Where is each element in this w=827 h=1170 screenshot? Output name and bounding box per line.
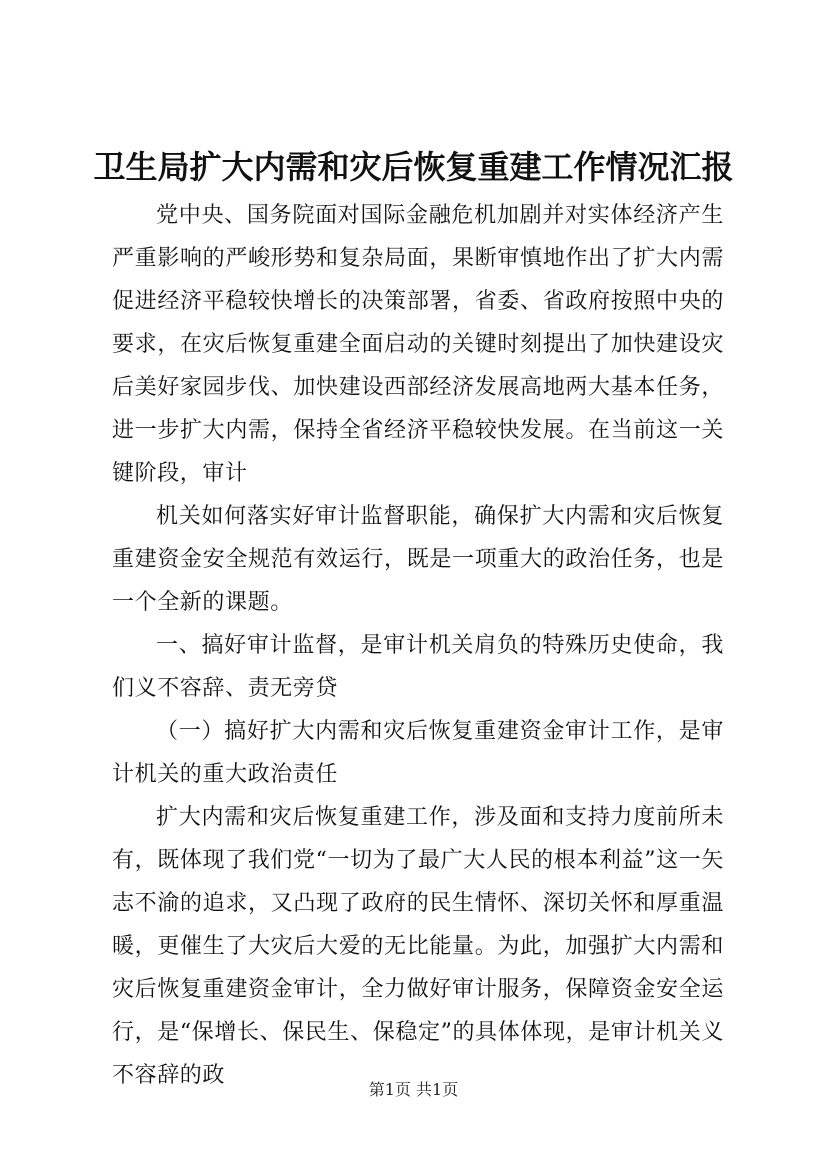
paragraph-3: 扩大内需和灾后恢复重建工作，涉及面和支持力度前所未有，既体现了我们党“一切为了最广大人民的根本利益”这一矢志不渝的追求，又凸现了政府的民生情怀、深切关怀和厚重温暖，更催生了大灾后大爱的无比能量。为此，加强扩大内需和灾后恢复重建资金审计，全力做好审计服务，保障资金安全运行，是“保增长、保民生、保稳定”的具体体现，是审计机关义不容辞的政 [112,805,724,1088]
document-body [112,194,724,1097]
document-title: 卫生局扩大内需和灾后恢复重建工作情况汇报 [93,148,734,186]
section-heading-1: 一、搞好审计监督，是审计机关肩负的特殊历史使命，我们义不容辞、责无旁贷 [112,633,724,701]
page-footer: 第1页 共1页 [368,1080,459,1099]
paragraph-1: 党中央、国务院面对国际金融危机加剧并对实体经济产生严重影响的严峻形势和复杂局面，果断审慎地作出了扩大内需促进经济平稳较快增长的决策部署，省委、省政府按照中央的要求，在灾后恢复重建全面启动的关键时刻提出了加快建设灾后美好家园步伐、加快建设西部经济发展高地两大基本任务，进一步扩大内需，保持全省经济平稳较快发展。在当前这一关键阶段，审计 [112,203,724,486]
paragraph-2: 机关如何落实好审计监督职能，确保扩大内需和灾后恢复重建资金安全规范有效运行，既是一项重大的政治任务，也是一个全新的课题。 [112,504,724,615]
subsection-heading-1: （一）搞好扩大内需和灾后恢复重建资金审计工作，是审计机关的重大政治责任 [112,719,724,787]
